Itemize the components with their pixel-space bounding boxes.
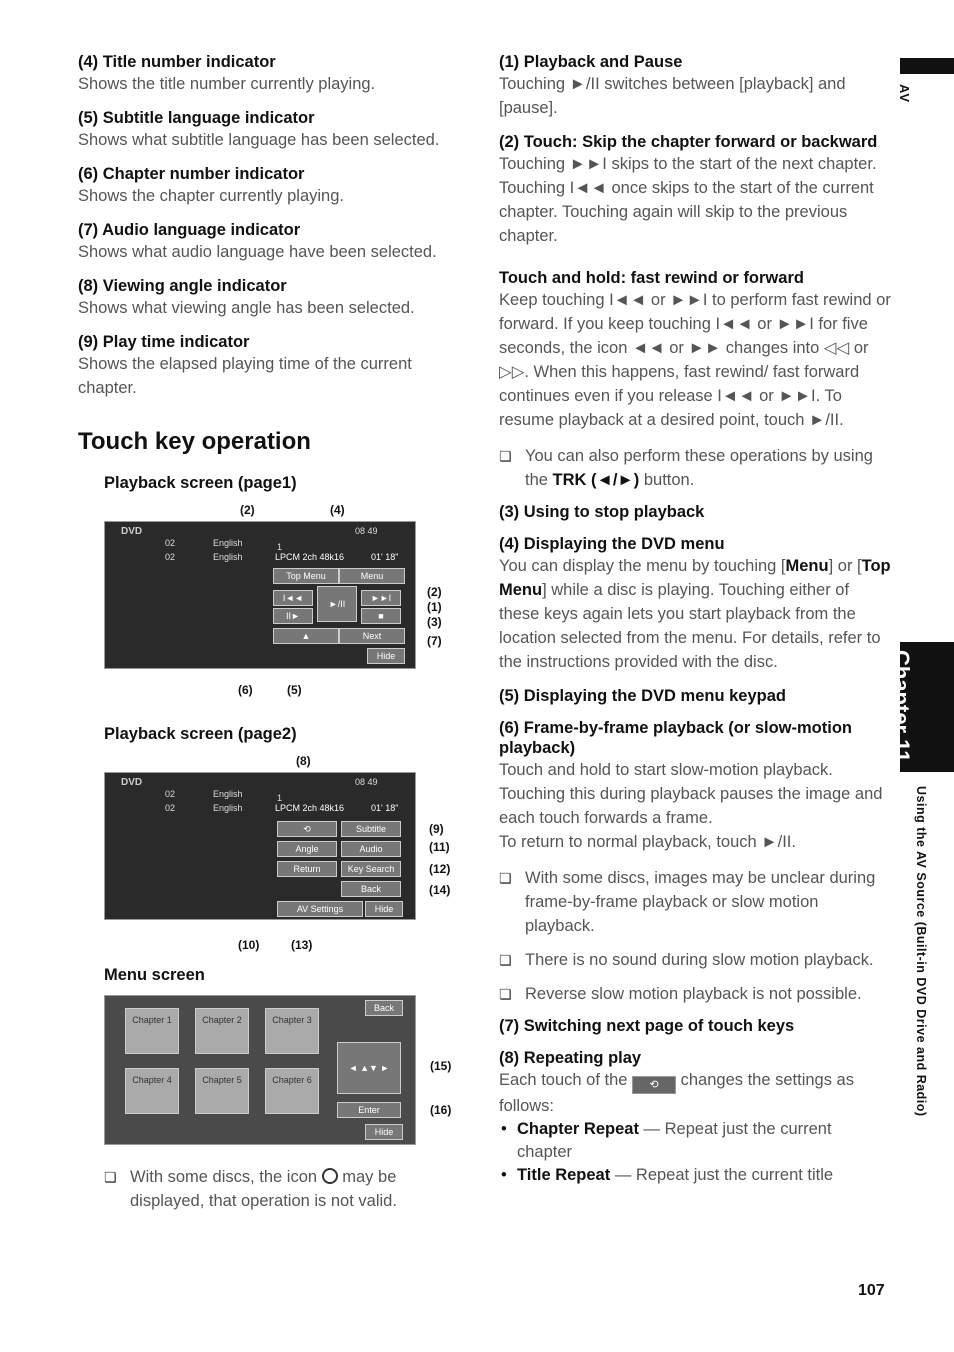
item-heading: (9) Play time indicator: [78, 333, 250, 351]
right-column: [499, 52, 891, 1199]
clock: 08 49: [355, 526, 378, 536]
item-heading: (5) Subtitle language indicator: [78, 109, 315, 127]
text-part: ] while a disc is playing. Touching either of these keys again lets you start playback from the location selected from the menu. For details, refer to the instructions provided with the disc.: [499, 581, 881, 671]
play-pause-button[interactable]: ►/II: [317, 586, 357, 622]
item-text: Touching ►/II switches between [playback] and [pause].: [499, 75, 846, 117]
clock: 08 49: [355, 777, 378, 787]
chapter-label: Chapter 11: [889, 650, 914, 763]
screen: [104, 995, 416, 1145]
note-bold: TRK (◄/►): [552, 471, 640, 489]
repeat-button[interactable]: ⟲: [277, 821, 337, 837]
note-text: With some discs, the icon: [130, 1168, 318, 1186]
indicator-item: [78, 164, 470, 208]
note: ❏ Reverse slow motion playback is not possible.: [499, 982, 891, 1006]
chapter-2-button[interactable]: Chapter 2: [195, 1008, 249, 1054]
text-bold: Menu: [785, 557, 829, 575]
back-button[interactable]: Back: [341, 881, 401, 897]
item-text: [499, 554, 891, 674]
callout: (6): [238, 683, 253, 697]
text-part: ] or [: [828, 557, 862, 575]
item-text: [499, 1068, 891, 1118]
item-heading: (7) Audio language indicator: [78, 221, 301, 239]
angle-button[interactable]: Angle: [277, 841, 337, 857]
back-button[interactable]: Back: [365, 1000, 403, 1016]
callout: (10): [238, 938, 260, 952]
chapter-1-button[interactable]: Chapter 1: [125, 1008, 179, 1054]
page-number: 107: [858, 1282, 885, 1299]
cursor-keypad[interactable]: ◄ ▲▼ ►: [337, 1042, 401, 1094]
side-av-label: AV: [897, 84, 912, 104]
hide-button[interactable]: Hide: [365, 1124, 403, 1140]
item-text: Keep touching I◄◄ or ►►I to perform fast rewind or forward. If you keep touching I◄◄ or ►►I for five seconds, the icon ◄◄ or ►► changes into ◁◁ or ▷▷. When this happens, fast rewind/ fast forward continues even if you release I◄◄ or ►►I. To resume playback at a desired point, touch ►/II.: [499, 291, 891, 429]
hide-button[interactable]: Hide: [365, 901, 403, 917]
note: [499, 444, 891, 492]
indicator-item: [78, 220, 470, 264]
audio-lang: English: [213, 552, 243, 562]
chapter-4-button[interactable]: Chapter 4: [125, 1068, 179, 1114]
callout: (9): [429, 822, 444, 836]
indicator-item: [78, 108, 470, 152]
text-part: changes the settings as follows:: [499, 1071, 854, 1115]
title-number: 02: [165, 789, 176, 799]
item-heading: (6) Frame-by-frame playback (or slow-motion playback): [499, 719, 852, 757]
callout: (3): [427, 615, 442, 629]
item-text: To return to normal playback, touch ►/II.: [499, 833, 796, 851]
repeat-icon: ⟲: [632, 1076, 676, 1094]
callout: (2): [240, 503, 255, 517]
text-bold: Top Menu: [499, 557, 891, 599]
chapter-6-button[interactable]: Chapter 6: [265, 1068, 319, 1114]
text-part: You can display the menu by touching [: [499, 557, 786, 575]
indicator-item: [78, 52, 470, 96]
subtitle-lang: English: [213, 538, 243, 548]
bullet-text: — Repeat just the current title: [610, 1166, 834, 1184]
item-text: Shows what viewing angle has been selected.: [78, 299, 415, 317]
item-heading: Touch and hold: fast rewind or forward: [499, 269, 804, 287]
frame-button[interactable]: II►: [273, 608, 313, 624]
chapter-tab: [889, 642, 954, 772]
chapter-5-button[interactable]: Chapter 5: [195, 1068, 249, 1114]
bullet-item: [499, 1118, 891, 1164]
item-text: Touching ►►I skips to the start of the next chapter. Touching I◄◄ once skips to the start of the current chapter. Touching again will skip to the previous chapter.: [499, 155, 877, 245]
callout: (16): [430, 1103, 452, 1117]
item-text: Shows the elapsed playing time of the current chapter.: [78, 355, 412, 397]
figure-title: Playback screen (page2): [104, 725, 297, 743]
dvd-label: DVD: [121, 526, 143, 537]
bullet-bold: Title Repeat: [517, 1166, 611, 1184]
item-heading: (4) Displaying the DVD menu: [499, 535, 725, 553]
note-text: You can also perform these operations by using the: [525, 447, 873, 489]
chapter-3-button[interactable]: Chapter 3: [265, 1008, 319, 1054]
callout: (2): [427, 585, 442, 599]
figure-title: Playback screen (page1): [104, 474, 297, 492]
subtitle-lang: English: [213, 789, 243, 799]
section-title: Touch key operation: [78, 428, 311, 455]
dvd-menu-keypad-button[interactable]: ▲: [273, 628, 339, 644]
item-text: Shows the chapter currently playing.: [78, 187, 344, 205]
top-menu-button[interactable]: Top Menu: [273, 568, 339, 584]
item-heading: (1) Playback and Pause: [499, 53, 683, 71]
item-heading: (3) Using to stop playback: [499, 503, 705, 521]
item-heading: (2) Touch: Skip the chapter forward or backward: [499, 133, 878, 151]
av-settings-button[interactable]: AV Settings: [277, 901, 363, 917]
chapter-number: 02: [165, 803, 176, 813]
text-part: Each touch of the: [499, 1071, 628, 1089]
screen: [104, 521, 416, 669]
left-column: [78, 52, 470, 1223]
stop-button[interactable]: ■: [361, 608, 401, 624]
note: ❏ There is no sound during slow motion playback.: [499, 948, 891, 972]
bullet-bold: Chapter Repeat: [517, 1120, 639, 1138]
callout: (4): [330, 503, 345, 517]
enter-button[interactable]: Enter: [337, 1102, 401, 1118]
title-number: 02: [165, 538, 176, 548]
figure-title: Menu screen: [104, 966, 205, 984]
callout: (5): [287, 683, 302, 697]
callout: (11): [429, 840, 450, 854]
audio-button[interactable]: Audio: [341, 841, 401, 857]
callout: (14): [429, 883, 451, 897]
audio-lang: English: [213, 803, 243, 813]
play-time: 01' 18": [371, 803, 399, 813]
screen: [104, 772, 416, 920]
angle-number: 1: [277, 793, 283, 803]
hide-button[interactable]: Hide: [367, 648, 405, 664]
item-text: Shows the title number currently playing.: [78, 75, 376, 93]
indicator-item: [78, 332, 470, 400]
audio-format: LPCM 2ch 48k16: [275, 803, 345, 813]
menu-screen: [104, 995, 452, 1165]
item-heading: (4) Title number indicator: [78, 53, 276, 71]
note: [104, 1165, 470, 1213]
subtitle-button[interactable]: Subtitle: [341, 821, 401, 837]
chapter-number: 02: [165, 552, 176, 562]
audio-format: LPCM 2ch 48k16: [275, 552, 345, 562]
return-button[interactable]: Return: [277, 861, 337, 877]
callout: (1): [427, 600, 442, 614]
item-heading: (8) Viewing angle indicator: [78, 277, 287, 295]
callout: (7): [427, 634, 442, 648]
prev-chapter-button[interactable]: I◄◄: [273, 590, 313, 606]
next-chapter-button[interactable]: ►►I: [361, 590, 401, 606]
next-button[interactable]: Next: [339, 628, 405, 644]
item-text: Shows what audio language have been selected.: [78, 243, 437, 261]
playback-screen-page1: [104, 503, 442, 703]
callout: (12): [429, 862, 451, 876]
key-search-button[interactable]: Key Search: [341, 861, 401, 877]
bullet-item: [499, 1164, 891, 1187]
menu-button[interactable]: Menu: [339, 568, 405, 584]
prohibited-icon: [322, 1168, 338, 1184]
note-text: button.: [643, 471, 695, 489]
note-text: may be displayed, that operation is not valid.: [130, 1168, 397, 1210]
item-text: Shows what subtitle language has been selected.: [78, 131, 440, 149]
callout: (13): [291, 938, 313, 952]
indicator-item: [78, 276, 470, 320]
item-heading: (5) Displaying the DVD menu keypad: [499, 687, 786, 705]
note: ❏ With some discs, images may be unclear during frame-by-frame playback or slow motion playback.: [499, 866, 891, 938]
callout: (8): [296, 754, 311, 768]
item-text: Touch and hold to start slow-motion playback. Touching this during playback pauses the image and each touch forwards a frame.: [499, 761, 883, 827]
item-heading: (7) Switching next page of touch keys: [499, 1017, 795, 1035]
playback-screen-page2: [104, 754, 451, 966]
callout: (15): [430, 1059, 452, 1073]
play-time: 01' 18": [371, 552, 399, 562]
side-section-title: Using the AV Source (Built-in DVD Drive and Radio): [914, 786, 928, 1117]
item-heading: (6) Chapter number indicator: [78, 165, 305, 183]
item-heading: (8) Repeating play: [499, 1049, 642, 1067]
dvd-label: DVD: [121, 777, 143, 788]
bullet-text: — Repeat just the current chapter: [517, 1120, 832, 1161]
side-tab: [900, 58, 954, 74]
angle-number: 1: [277, 542, 283, 552]
